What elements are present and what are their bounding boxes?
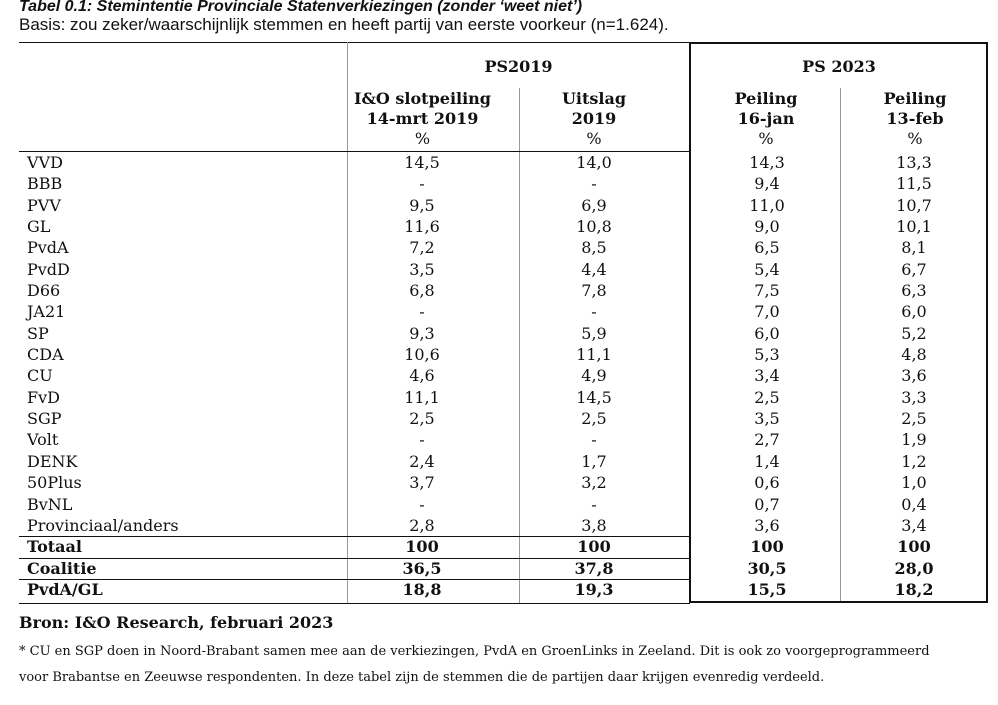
- value-cell: 11,1: [576, 345, 612, 365]
- value-cell: 2,5: [754, 387, 780, 407]
- value-cell: 11,1: [404, 387, 440, 407]
- table-row: [0, 323, 998, 344]
- party-label: PvdA: [27, 238, 69, 258]
- table-row: [0, 301, 998, 322]
- party-label: BBB: [27, 174, 63, 194]
- value-cell: -: [591, 494, 597, 514]
- column-header: Peiling 16-jan %: [734, 89, 798, 148]
- value-cell: 10,7: [896, 195, 932, 215]
- party-label: FvD: [27, 387, 60, 407]
- table-row: [0, 237, 998, 258]
- table-row: [0, 429, 998, 450]
- value-cell: 9,3: [409, 323, 435, 343]
- value-cell: 2,4: [409, 451, 435, 471]
- value-cell: 7,0: [754, 302, 780, 322]
- party-label: Volt: [27, 430, 59, 450]
- value-cell: 9,4: [754, 174, 780, 194]
- table-row: [0, 344, 998, 365]
- table-row: [0, 408, 998, 429]
- value-cell: 11,6: [404, 217, 440, 237]
- value-cell: 10,6: [404, 345, 440, 365]
- value-cell: 8,1: [901, 238, 927, 258]
- value-cell: 8,5: [581, 238, 607, 258]
- value-cell: 3,6: [901, 366, 927, 386]
- party-label: BvNL: [27, 494, 73, 514]
- value-cell: 4,6: [409, 366, 435, 386]
- party-label: CU: [27, 366, 53, 386]
- party-label: Totaal: [27, 537, 82, 557]
- party-label: SP: [27, 323, 49, 343]
- party-label: PvdD: [27, 259, 70, 279]
- value-cell: 4,8: [901, 345, 927, 365]
- footnote-line: * CU en SGP doen in Noord-Brabant samen mee aan de verkiezingen, PvdA en GroenLinks in Zeeland. Dit is ook zo voorgeprogrammeerd: [19, 644, 930, 659]
- value-cell: 9,0: [754, 217, 780, 237]
- value-cell: -: [419, 174, 425, 194]
- column-header: Uitslag 2019 %: [561, 89, 627, 148]
- value-cell: 4,9: [581, 366, 607, 386]
- party-label: Coalitie: [27, 558, 97, 578]
- value-cell: 13,3: [896, 153, 932, 172]
- party-label: Provinciaal/anders: [27, 515, 179, 535]
- value-cell: 0,6: [754, 473, 780, 493]
- value-cell: 2,5: [581, 409, 607, 429]
- source-note: Bron: I&O Research, februari 2023: [19, 613, 334, 632]
- table-bottom-rule: [19, 603, 690, 604]
- value-cell: 5,4: [754, 259, 780, 279]
- value-cell: -: [591, 174, 597, 194]
- value-cell: 6,3: [901, 281, 927, 301]
- value-cell: 6,5: [754, 238, 780, 258]
- value-cell: 6,0: [901, 302, 927, 322]
- value-cell: 5,3: [754, 345, 780, 365]
- summary-row: [0, 558, 998, 579]
- party-label: JA21: [27, 302, 66, 322]
- value-cell: 1,2: [901, 451, 927, 471]
- value-cell: 28,0: [894, 558, 934, 578]
- value-cell: 7,8: [581, 281, 607, 301]
- value-cell: 3,6: [754, 515, 780, 535]
- table-basis: Basis: zou zeker/waarschijnlijk stemmen en heeft partij van eerste voorkeur (n=1.624).: [19, 15, 669, 34]
- value-cell: 36,5: [402, 558, 442, 578]
- value-cell: 3,5: [754, 409, 780, 429]
- value-cell: 19,3: [574, 579, 614, 599]
- value-cell: 3,8: [581, 515, 607, 535]
- party-label: 50Plus: [27, 473, 82, 493]
- value-cell: 3,5: [409, 259, 435, 279]
- value-cell: -: [419, 494, 425, 514]
- party-label: CDA: [27, 345, 64, 365]
- value-cell: 3,7: [409, 473, 435, 493]
- value-cell: 2,7: [754, 430, 780, 450]
- party-label: GL: [27, 217, 51, 237]
- table-row: [0, 195, 998, 216]
- value-cell: 10,1: [896, 217, 932, 237]
- table-row: [0, 216, 998, 237]
- value-cell: 11,5: [896, 174, 932, 194]
- value-cell: 6,9: [581, 195, 607, 215]
- table-row: [0, 451, 998, 472]
- value-cell: 5,9: [581, 323, 607, 343]
- value-cell: -: [591, 430, 597, 450]
- value-cell: 1,7: [581, 451, 607, 471]
- summary-row: [0, 579, 998, 600]
- value-cell: 2,5: [409, 409, 435, 429]
- header-top-rule: [19, 42, 690, 43]
- value-cell: 3,3: [901, 387, 927, 407]
- value-cell: 100: [577, 537, 611, 557]
- value-cell: 15,5: [747, 579, 787, 599]
- value-cell: 1,9: [901, 430, 927, 450]
- value-cell: -: [419, 302, 425, 322]
- value-cell: -: [419, 430, 425, 450]
- value-cell: 3,4: [901, 515, 927, 535]
- value-cell: 30,5: [747, 558, 787, 578]
- table-row: [0, 152, 998, 173]
- table-row: [0, 494, 998, 515]
- value-cell: 18,8: [402, 579, 442, 599]
- summary-row: [0, 536, 998, 557]
- group-header-ps2019: PS2019: [484, 57, 553, 76]
- table-row: [0, 515, 998, 536]
- value-cell: 1,0: [901, 473, 927, 493]
- value-cell: 14,0: [576, 153, 612, 172]
- value-cell: 7,2: [409, 238, 435, 258]
- value-cell: 1,4: [754, 451, 780, 471]
- value-cell: 2,5: [901, 409, 927, 429]
- group-header-ps2023: PS 2023: [802, 57, 876, 76]
- table-row: [0, 173, 998, 194]
- value-cell: 2,8: [409, 515, 435, 535]
- value-cell: 37,8: [574, 558, 614, 578]
- value-cell: 14,5: [404, 153, 440, 172]
- value-cell: 6,7: [901, 259, 927, 279]
- table-row: [0, 280, 998, 301]
- table-row: [0, 365, 998, 386]
- column-header: Peiling 13-feb %: [883, 89, 947, 148]
- value-cell: 14,3: [749, 153, 785, 172]
- value-cell: 11,0: [749, 195, 785, 215]
- value-cell: 0,7: [754, 494, 780, 514]
- column-header: I&O slotpeiling 14-mrt 2019 %: [353, 89, 491, 148]
- table-title: Tabel 0.1: Stemintentie Provinciale Statenverkiezingen (zonder ‘weet niet’): [19, 0, 583, 15]
- value-cell: 6,0: [754, 323, 780, 343]
- party-label: VVD: [27, 153, 63, 172]
- value-cell: 14,5: [576, 387, 612, 407]
- party-label: PVV: [27, 195, 61, 215]
- value-cell: 0,4: [901, 494, 927, 514]
- value-cell: 9,5: [409, 195, 435, 215]
- party-label: PvdA/GL: [27, 579, 103, 599]
- value-cell: 5,2: [901, 323, 927, 343]
- table-row: [0, 259, 998, 280]
- value-cell: 100: [405, 537, 439, 557]
- value-cell: -: [591, 302, 597, 322]
- table-body: [0, 152, 998, 600]
- footnote-line: voor Brabantse en Zeeuwse respondenten. In deze tabel zijn de stemmen die de partijen daar krijgen evenredig verdeeld.: [19, 670, 825, 685]
- value-cell: 18,2: [894, 579, 934, 599]
- row-rule: [19, 579, 690, 580]
- value-cell: 100: [750, 537, 784, 557]
- value-cell: 100: [897, 537, 931, 557]
- row-rule: [19, 536, 690, 537]
- party-label: DENK: [27, 451, 78, 471]
- row-rule: [19, 558, 690, 559]
- value-cell: 4,4: [581, 259, 607, 279]
- value-cell: 3,2: [581, 473, 607, 493]
- party-label: D66: [27, 281, 61, 301]
- value-cell: 10,8: [576, 217, 612, 237]
- table-row: [0, 472, 998, 493]
- table-row: [0, 387, 998, 408]
- party-label: SGP: [27, 409, 62, 429]
- value-cell: 3,4: [754, 366, 780, 386]
- value-cell: 7,5: [754, 281, 780, 301]
- value-cell: 6,8: [409, 281, 435, 301]
